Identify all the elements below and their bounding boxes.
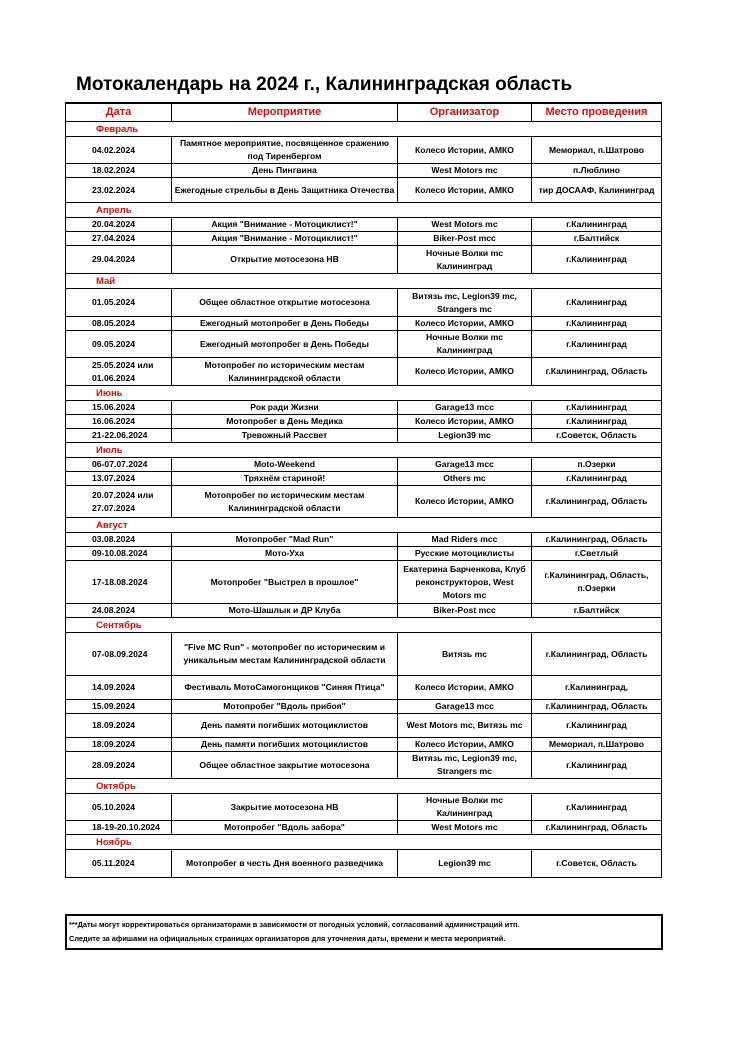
- cell-organizer: Колесо Истории, АМКО: [398, 178, 532, 203]
- cell-organizer: Garage13 mcc: [398, 700, 532, 714]
- cell-event: Открытие мотосезона НВ: [172, 246, 398, 274]
- cell-event: Тревожный Рассвет: [172, 429, 398, 443]
- cell-date: 24.08.2024: [66, 604, 172, 618]
- cell-place: Мемориал, п.Шатрово: [532, 738, 662, 752]
- cell-place: г.Калининград, Область: [532, 700, 662, 714]
- cell-event: Мотопробег по историческим местам Калининградской области: [172, 486, 398, 518]
- table-header-row: [66, 103, 662, 122]
- events-table: [65, 102, 661, 878]
- month-label: Июль: [66, 443, 662, 458]
- cell-date: 07-08.09.2024: [66, 633, 172, 676]
- cell-event: Ежегодные стрельбы в День Защитника Отечества: [172, 178, 398, 203]
- cell-organizer: Колесо Истории, АМКО: [398, 415, 532, 429]
- cell-date: 29.04.2024: [66, 246, 172, 274]
- cell-date: 13.07.2024: [66, 472, 172, 486]
- cell-place: г.Советск, Область: [532, 850, 662, 878]
- cell-date: 15.09.2024: [66, 700, 172, 714]
- cell-event: Мотопробег "Выстрел в прошлое": [172, 561, 398, 604]
- cell-place: г.Калининград: [532, 794, 662, 821]
- page-title: Мотокалендарь на 2024 г., Калининградская область: [76, 74, 573, 95]
- cell-date: 28.09.2024: [66, 752, 172, 779]
- cell-place: г.Калининград, Область: [532, 533, 662, 547]
- cell-event: Рок ради Жизни: [172, 401, 398, 415]
- table-row: [66, 289, 662, 317]
- month-label: Май: [66, 274, 662, 289]
- table-row: [66, 604, 662, 618]
- month-label: Сентябрь: [66, 618, 662, 633]
- cell-date: 16.06.2024: [66, 415, 172, 429]
- table-row: [66, 164, 662, 178]
- month-row: [66, 122, 662, 137]
- cell-event: Памятное мероприятие, посвященное сражению под Тиренбергом: [172, 137, 398, 164]
- table-row: [66, 700, 662, 714]
- cell-date: 09-10.08.2024: [66, 547, 172, 561]
- cell-date: 05.10.2024: [66, 794, 172, 821]
- header-place: Место проведения: [532, 103, 662, 122]
- header-organizer: Организатор: [398, 103, 532, 122]
- table-row: [66, 486, 662, 518]
- cell-organizer: Колесо Истории, АМКО: [398, 358, 532, 386]
- cell-organizer: West Motors mc: [398, 164, 532, 178]
- cell-organizer: Русские мотоциклисты: [398, 547, 532, 561]
- cell-date: 05.11.2024: [66, 850, 172, 878]
- cell-organizer: Колесо Истории, АМКО: [398, 738, 532, 752]
- cell-organizer: Колесо Истории, АМКО: [398, 486, 532, 518]
- table-row: [66, 429, 662, 443]
- cell-date: 23.02.2024: [66, 178, 172, 203]
- table-row: [66, 547, 662, 561]
- table-row: [66, 472, 662, 486]
- cell-place: г.Калининград, Область: [532, 486, 662, 518]
- month-label: Октябрь: [66, 779, 662, 794]
- cell-event: Закрытие мотосезона НВ: [172, 794, 398, 821]
- table-row: [66, 137, 662, 164]
- table-row: [66, 415, 662, 429]
- cell-date: 09.05.2024: [66, 331, 172, 358]
- cell-place: г.Калининград: [532, 331, 662, 358]
- cell-place: г.Калининград: [532, 415, 662, 429]
- table-row: [66, 232, 662, 246]
- header-date: Дата: [66, 103, 172, 122]
- month-row: [66, 835, 662, 850]
- month-row: [66, 518, 662, 533]
- cell-date: 14.09.2024: [66, 676, 172, 700]
- cell-event: Акция "Внимание - Мотоциклист!": [172, 218, 398, 232]
- cell-event: Ежегодный мотопробег в День Победы: [172, 331, 398, 358]
- cell-date: 15.06.2024: [66, 401, 172, 415]
- cell-event: День памяти погибших мотоциклистов: [172, 738, 398, 752]
- cell-place: г.Калининград, Область, п.Озерки: [532, 561, 662, 604]
- cell-date: 08.05.2024: [66, 317, 172, 331]
- cell-organizer: Витязь mc, Legion39 mc, Strangers mc: [398, 289, 532, 317]
- cell-organizer: Колесо Истории, АМКО: [398, 137, 532, 164]
- cell-event: Мотопробег "Вдоль прибоя": [172, 700, 398, 714]
- cell-date: 27.04.2024: [66, 232, 172, 246]
- cell-place: г.Балтийск: [532, 232, 662, 246]
- cell-organizer: Колесо Истории, АМКО: [398, 676, 532, 700]
- cell-date: 06-07.07.2024: [66, 458, 172, 472]
- cell-organizer: West Motors mc: [398, 218, 532, 232]
- month-label: Февраль: [66, 122, 662, 137]
- table-row: [66, 246, 662, 274]
- cell-date: 18.02.2024: [66, 164, 172, 178]
- month-label: Апрель: [66, 203, 662, 218]
- cell-event: Тряхнём стариной!: [172, 472, 398, 486]
- cell-event: Мотопробег "Mad Run": [172, 533, 398, 547]
- footnote-follow: Следите за афишами на официальных страницах организаторов для уточнения даты, времени и места мероприятий.: [69, 934, 506, 943]
- cell-date: 04.02.2024: [66, 137, 172, 164]
- cell-organizer: Legion39 mc: [398, 429, 532, 443]
- cell-date: 03.08.2024: [66, 533, 172, 547]
- header-event: Мероприятие: [172, 103, 398, 122]
- cell-event: Мотопробег по историческим местам Калининградской области: [172, 358, 398, 386]
- cell-date: 20.04.2024: [66, 218, 172, 232]
- table-row: [66, 821, 662, 835]
- cell-date: 01.05.2024: [66, 289, 172, 317]
- table-row: [66, 850, 662, 878]
- cell-organizer: Biker-Post mcc: [398, 232, 532, 246]
- cell-event: Moto-Weekend: [172, 458, 398, 472]
- month-row: [66, 274, 662, 289]
- table-row: [66, 358, 662, 386]
- cell-place: г.Калининград,: [532, 676, 662, 700]
- cell-organizer: Ночные Волки mc Калининград: [398, 331, 532, 358]
- table-row: [66, 676, 662, 700]
- table-row: [66, 633, 662, 676]
- cell-event: День памяти погибших мотоциклистов: [172, 714, 398, 738]
- cell-place: г.Советск, Область: [532, 429, 662, 443]
- cell-organizer: Ночные Волки mc Калининград: [398, 246, 532, 274]
- month-row: [66, 386, 662, 401]
- cell-event: "Five MC Run" - мотопробег по историческим и уникальным местам Калининградской области: [172, 633, 398, 676]
- cell-organizer: Garage13 mcc: [398, 458, 532, 472]
- cell-place: г.Калининград, Область: [532, 633, 662, 676]
- cell-organizer: Mad Riders mcc: [398, 533, 532, 547]
- cell-event: Мото-Шашлык и ДР Клуба: [172, 604, 398, 618]
- cell-event: Мотопробег "Вдоль забора": [172, 821, 398, 835]
- cell-place: г.Калининград: [532, 246, 662, 274]
- cell-place: п.Озерки: [532, 458, 662, 472]
- cell-event: Акция "Внимание - Мотоциклист!": [172, 232, 398, 246]
- cell-date: 18.09.2024: [66, 738, 172, 752]
- month-label: Июнь: [66, 386, 662, 401]
- table-row: [66, 331, 662, 358]
- cell-place: г.Калининград: [532, 714, 662, 738]
- cell-date: 20.07.2024 или 27.07.2024: [66, 486, 172, 518]
- month-row: [66, 618, 662, 633]
- cell-date: 25.05.2024 или 01.06.2024: [66, 358, 172, 386]
- month-label: Август: [66, 518, 662, 533]
- cell-place: г.Калининград, Область: [532, 358, 662, 386]
- cell-place: г.Калининград: [532, 218, 662, 232]
- cell-date: 17-18.08.2024: [66, 561, 172, 604]
- month-row: [66, 443, 662, 458]
- cell-place: тир ДОСААФ, Калининград: [532, 178, 662, 203]
- table-row: [66, 561, 662, 604]
- cell-place: Мемориал, п.Шатрово: [532, 137, 662, 164]
- cell-event: Мото-Уха: [172, 547, 398, 561]
- cell-organizer: Ночные Волки mc Калининград: [398, 794, 532, 821]
- cell-event: Мотопробег в День Медика: [172, 415, 398, 429]
- cell-organizer: Колесо Истории, АМКО: [398, 317, 532, 331]
- cell-event: Мотопробег в честь Дня военного разведчика: [172, 850, 398, 878]
- cell-organizer: West Motors mc, Витязь mc: [398, 714, 532, 738]
- cell-organizer: West Motors mc: [398, 821, 532, 835]
- footnotes: [65, 914, 663, 950]
- cell-place: г.Калининград: [532, 401, 662, 415]
- cell-place: г.Калининград: [532, 752, 662, 779]
- cell-place: г.Калининград: [532, 317, 662, 331]
- table-row: [66, 401, 662, 415]
- cell-organizer: Екатерина Барченкова, Клуб реконструкторов, West Motors mc: [398, 561, 532, 604]
- table-row: [66, 794, 662, 821]
- table-row: [66, 533, 662, 547]
- cell-place: г.Светлый: [532, 547, 662, 561]
- cell-place: г.Калининград: [532, 472, 662, 486]
- footnote-dates: ***Даты могут корректироваться организаторами в зависимости от погодных условий, согласований администраций итп.: [69, 920, 520, 929]
- month-label: Ноябрь: [66, 835, 662, 850]
- cell-organizer: Garage13 mcc: [398, 401, 532, 415]
- cell-place: п.Люблино: [532, 164, 662, 178]
- month-row: [66, 779, 662, 794]
- table-row: [66, 752, 662, 779]
- cell-place: г.Калининград, Область: [532, 821, 662, 835]
- cell-place: г.Балтийск: [532, 604, 662, 618]
- month-row: [66, 203, 662, 218]
- cell-organizer: Biker-Post mcc: [398, 604, 532, 618]
- table-row: [66, 218, 662, 232]
- cell-date: 18.09.2024: [66, 714, 172, 738]
- cell-organizer: Витязь mc: [398, 633, 532, 676]
- cell-event: Общее областное закрытие мотосезона: [172, 752, 398, 779]
- table-row: [66, 738, 662, 752]
- table-row: [66, 178, 662, 203]
- cell-event: Фестиваль МотоСамогонщиков "Синяя Птица": [172, 676, 398, 700]
- cell-event: День Пингвина: [172, 164, 398, 178]
- table-row: [66, 317, 662, 331]
- cell-organizer: Others mc: [398, 472, 532, 486]
- cell-organizer: Витязь mc, Legion39 mc, Strangers mc: [398, 752, 532, 779]
- cell-organizer: Legion39 mc: [398, 850, 532, 878]
- table-row: [66, 714, 662, 738]
- cell-event: Ежегодный мотопробег в День Победы: [172, 317, 398, 331]
- cell-place: г.Калининград: [532, 289, 662, 317]
- cell-date: 21-22.06.2024: [66, 429, 172, 443]
- table-row: [66, 458, 662, 472]
- cell-date: 18-19-20.10.2024: [66, 821, 172, 835]
- cell-event: Общее областное открытие мотосезона: [172, 289, 398, 317]
